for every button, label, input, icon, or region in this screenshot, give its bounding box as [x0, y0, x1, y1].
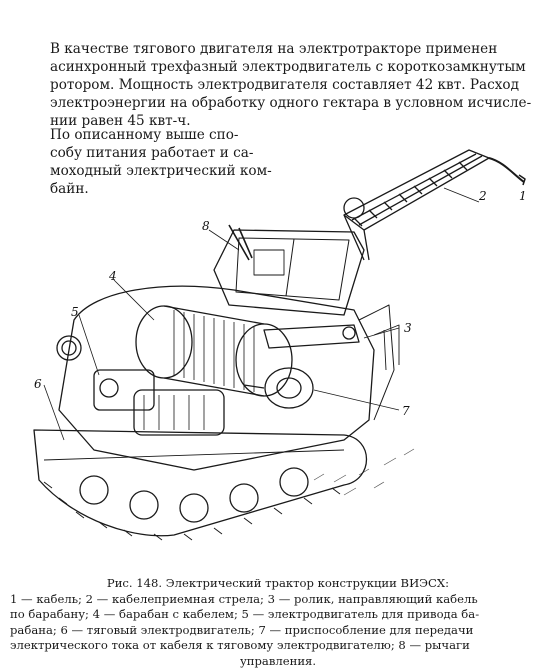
- label-5: 5: [71, 305, 79, 319]
- paragraph-line: асинхронный трехфазный электродвигатель с короткозамкнутым: [50, 59, 526, 75]
- caption-line: 1 — кабель; 2 — кабелеприемная стрела; 3 — ролик, направляющий кабель: [10, 591, 478, 606]
- caption-line: рабана; 6 — тяговый электродвигатель; 7 — приспособление для передачи: [10, 622, 474, 637]
- label-3: 3: [404, 321, 412, 335]
- cable-boom: [344, 150, 489, 260]
- paragraph-line: нии равен 45 квт-ч.: [50, 113, 191, 129]
- caption-line: электрического тока от кабеля к тяговому электродвигателю; 8 — рычаги: [10, 638, 470, 652]
- label-4: 4: [109, 269, 117, 283]
- caption-line: по барабану; 4 — барабан с кабелем; 5 — электродвигатель для привода ба-: [10, 607, 480, 621]
- cable: [489, 158, 524, 182]
- tractor-body: [59, 286, 399, 470]
- caption-line: управления.: [239, 653, 317, 668]
- traction-motor: [134, 390, 224, 435]
- caption-title: Рис. 148. Электрический трактор конструкции ВИЭСХ:: [106, 576, 450, 590]
- leader-lines: [44, 188, 479, 440]
- cab: [214, 230, 364, 315]
- ground-hatching: [314, 449, 414, 495]
- label-1: 1: [519, 189, 527, 203]
- paragraph-line: В качестве тягового двигателя на электротракторе применен: [50, 41, 498, 57]
- paragraph-line: моходный электрический ком-: [50, 163, 272, 179]
- paragraph-line: собу питания работает и са-: [50, 145, 254, 161]
- figure-caption: [10, 576, 546, 669]
- crawler-track: [34, 430, 367, 540]
- paragraph-line: электроэнергии на обработку одного гектара в условном исчисле-: [50, 95, 532, 111]
- label-2: 2: [479, 189, 487, 203]
- paragraph-line: байн.: [50, 181, 89, 197]
- electric-tractor-illustration: [14, 120, 552, 570]
- label-7: 7: [402, 404, 410, 418]
- paragraph-line: По описанному выше спо-: [50, 127, 239, 143]
- paragraph-traction-motor: [50, 40, 530, 130]
- cable-drum: [136, 306, 292, 396]
- label-6: 6: [34, 377, 42, 391]
- label-8: 8: [202, 219, 210, 233]
- paragraph-line: ротором. Мощность электродвигателя составляет 42 квт. Расход: [50, 77, 519, 93]
